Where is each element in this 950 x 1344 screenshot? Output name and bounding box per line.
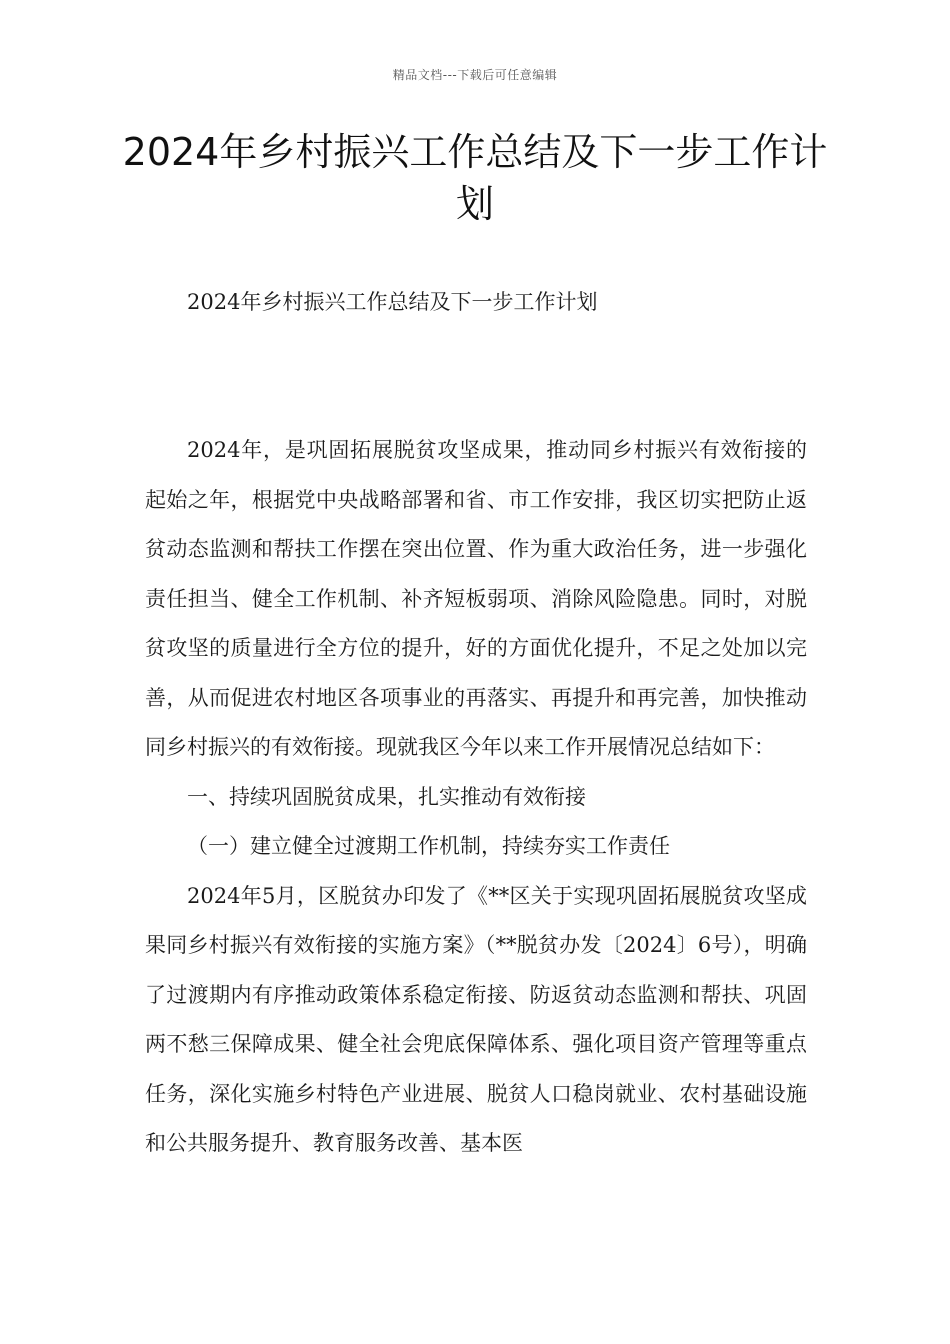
header-note: 精品文档---下载后可任意编辑 xyxy=(392,68,558,82)
section-heading: 一、持续巩固脱贫成果，扎实推动有效衔接 xyxy=(187,784,586,809)
document-body xyxy=(145,426,807,1169)
document-title: 2024年乡村振兴工作总结及下一步工作计划 xyxy=(122,130,828,226)
body-paragraph: 2024年5月，区脱贫办印发了《**区关于实现巩固拓展脱贫攻坚成果同乡村振兴有效衔接的实施方案》（**脱贫办发〔2024〕6号），明确了过渡期内有序推动政策体系稳定衔接、防返贫动态监测和帮扶、巩固两不愁三保障成果、健全社会兜底保障体系、强化项目资产管理等重点任务，深化实施乡村特色产业进展、脱贫人口稳岗就业、农村基础设施和公共服务提升、教育服务改善、基本医 xyxy=(145,883,807,1155)
document-subtitle: 2024年乡村振兴工作总结及下一步工作计划 xyxy=(187,290,598,314)
intro-paragraph: 2024年，是巩固拓展脱贫攻坚成果，推动同乡村振兴有效衔接的起始之年，根据党中央战略部署和省、市工作安排，我区切实把防止返贫动态监测和帮扶工作摆在突出位置、作为重大政治任务，进一步强化责任担当、健全工作机制、补齐短板弱项、消除风险隐患。同时，对脱贫攻坚的质量进行全方位的提升，好的方面优化提升，不足之处加以完善，从而促进农村地区各项事业的再落实、再提升和再完善，加快推动同乡村振兴的有效衔接。现就我区今年以来工作开展情况总结如下： xyxy=(145,438,807,759)
subsection-heading: （一）建立健全过渡期工作机制，持续夯实工作责任 xyxy=(187,834,670,858)
